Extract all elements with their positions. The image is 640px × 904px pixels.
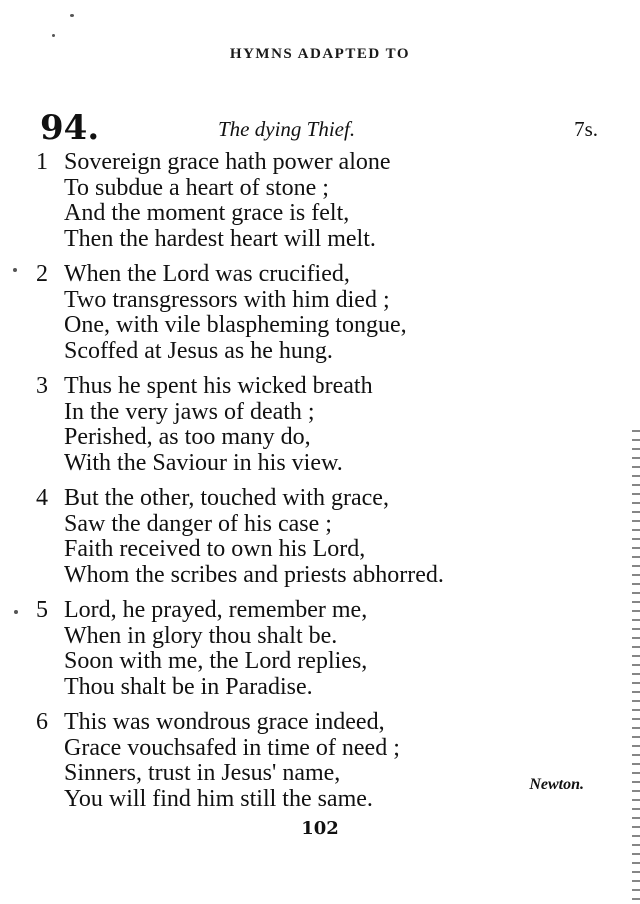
verse-line bbox=[36, 451, 596, 477]
line-text: Two transgressors with him died ; bbox=[64, 286, 390, 313]
verse-line bbox=[36, 598, 596, 624]
verse-4 bbox=[36, 486, 596, 588]
verse-line bbox=[36, 563, 596, 589]
verse-line bbox=[36, 486, 596, 512]
line-text: Whom the scribes and priests abhorred. bbox=[64, 561, 444, 588]
verse-number: 1 bbox=[36, 149, 48, 175]
verse-line bbox=[36, 425, 596, 451]
line-text: Sinners, trust in Jesus' name, bbox=[64, 760, 341, 786]
line-text: You will find him still the same. bbox=[64, 785, 373, 812]
verse-line bbox=[36, 400, 596, 426]
ink-speck bbox=[14, 610, 18, 614]
ink-speck bbox=[70, 14, 74, 17]
page-number: 102 bbox=[301, 818, 339, 839]
line-text: Soon with me, the Lord replies, bbox=[64, 648, 368, 674]
verse-line bbox=[36, 736, 596, 762]
verse-line bbox=[36, 150, 596, 176]
verse-line bbox=[36, 339, 596, 365]
verse-line bbox=[36, 710, 596, 736]
hymn-number: 94. bbox=[40, 108, 100, 148]
line-text: This was wondrous grace indeed, bbox=[64, 709, 385, 735]
line-text: Thou shalt be in Paradise. bbox=[64, 673, 313, 700]
line-text: In the very jaws of death ; bbox=[64, 398, 315, 425]
verse-line bbox=[36, 761, 596, 787]
line-text: Thus he spent his wicked breath bbox=[64, 373, 373, 399]
line-text: When in glory thou shalt be. bbox=[64, 622, 338, 649]
line-text: And the moment grace is felt, bbox=[64, 200, 350, 226]
ink-speck bbox=[52, 34, 55, 37]
verse-2 bbox=[36, 262, 596, 364]
line-text: One, with vile blaspheming tongue, bbox=[64, 312, 407, 338]
verse-number: 2 bbox=[36, 261, 48, 287]
verse-line bbox=[36, 649, 596, 675]
line-text: Faith received to own his Lord, bbox=[64, 536, 366, 562]
verse-line bbox=[36, 313, 596, 339]
line-text: Saw the danger of his case ; bbox=[64, 510, 332, 537]
line-text: With the Saviour in his view. bbox=[64, 449, 343, 476]
verse-line bbox=[36, 512, 596, 538]
verse-line bbox=[36, 227, 596, 253]
verse-number: 3 bbox=[36, 373, 48, 399]
line-text: To subdue a heart of stone ; bbox=[64, 174, 329, 201]
hymn-title: The dying Thief. bbox=[218, 117, 356, 141]
verse-5 bbox=[36, 598, 596, 700]
verse-1 bbox=[36, 150, 596, 252]
line-text: Lord, he prayed, remember me, bbox=[64, 597, 368, 623]
verses bbox=[36, 150, 596, 822]
verse-line bbox=[36, 374, 596, 400]
verse-line bbox=[36, 537, 596, 563]
line-text: But the other, touched with grace, bbox=[64, 485, 389, 511]
line-text: Scoffed at Jesus as he hung. bbox=[64, 337, 333, 364]
verse-number: 4 bbox=[36, 485, 48, 511]
verse-3 bbox=[36, 374, 596, 476]
line-text: Grace vouchsafed in time of need ; bbox=[64, 734, 400, 761]
line-text: Sovereign grace hath power alone bbox=[64, 149, 391, 175]
verse-line bbox=[36, 787, 596, 813]
hymn-heading bbox=[40, 108, 600, 148]
author-attribution: Newton. bbox=[529, 776, 584, 793]
line-text: Then the hardest heart will melt. bbox=[64, 225, 376, 252]
line-text: When the Lord was crucified, bbox=[64, 261, 350, 287]
verse-line bbox=[36, 201, 596, 227]
verse-line bbox=[36, 262, 596, 288]
line-text: Perished, as too many do, bbox=[64, 424, 311, 450]
hymn-meter: 7s. bbox=[574, 117, 598, 141]
verse-line bbox=[36, 675, 596, 701]
ink-speck bbox=[13, 268, 17, 272]
verse-number: 6 bbox=[36, 709, 48, 735]
verse-line bbox=[36, 176, 596, 202]
verse-line bbox=[36, 288, 596, 314]
verse-6 bbox=[36, 710, 596, 812]
verse-line bbox=[36, 624, 596, 650]
verse-number: 5 bbox=[36, 597, 48, 623]
running-head: HYMNS ADAPTED TO bbox=[229, 46, 411, 62]
